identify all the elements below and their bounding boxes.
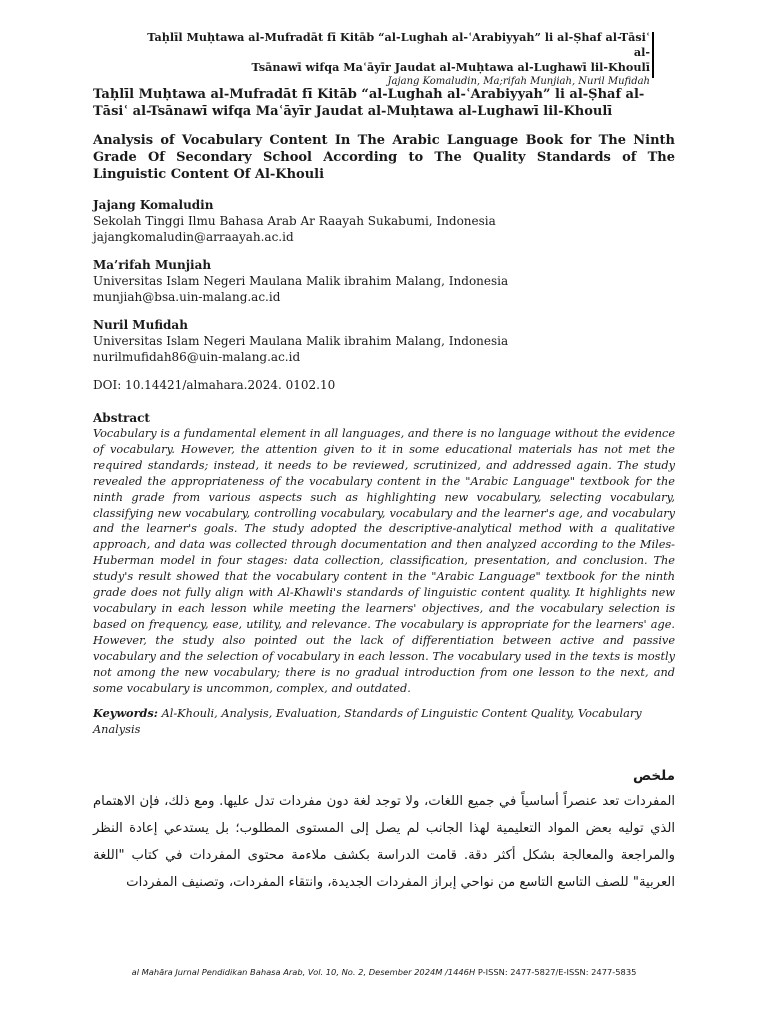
running-title-line-1: Taḥlīl Muḥtawa al-Mufradāt fī Kitāb “al-Lughah al-ʿArabiyyah” li al-Ṣhaf al-Tāsiʿ al- (147, 30, 650, 59)
author-email[interactable]: nurilmufidah86@uin-malang.ac.id (93, 350, 301, 364)
keywords-label: Keywords: (93, 706, 158, 721)
author-affiliation: Universitas Islam Negeri Maulana Malik ibrahim Malang, Indonesia (93, 334, 509, 348)
running-title-line-2: Tsānawī wifqa Maʿāyīr Jaudat al-Muḥtawa al-Lughawī lil-Khoulī (251, 60, 650, 74)
author-affiliation: Universitas Islam Negeri Maulana Malik ibrahim Malang, Indonesia (93, 274, 509, 288)
page-footer (93, 966, 675, 978)
running-header (130, 30, 650, 89)
author-email[interactable]: munjiah@bsa.uin-malang.ac.id (93, 290, 281, 304)
paper-body (93, 86, 675, 738)
author-block (93, 317, 675, 365)
author-affiliation: Sekolah Tinggi Ilmu Bahasa Arab Ar Raayah Sukabumi, Indonesia (93, 214, 496, 228)
header-rule (652, 32, 654, 78)
running-authors: Jajang Komaludin, Ma;rifah Munjiah, Nuril Mufidah (387, 76, 650, 87)
author-name: Jajang Komaludin (93, 198, 214, 212)
abstract-text: Vocabulary is a fundamental element in all languages, and there is no language without the evidence of vocabulary. However, the attention given to it in some educational materials has not met the required standards; instead, it needs to be reviewed, scrutinized, and addressed again. The study revealed the appropriateness of the vocabulary content in the "Arabic Language" textbook for the ninth grade from various aspects such as highlighting new vocabulary, selecting vocabulary, classifying new vocabulary, controlling vocabulary, vocabulary and the learner's age, and vocabulary and the learner's goals. The study adopted the descriptive-analytical method with a qualitative approach, and data was collected through documentation and then analyzed according to the Miles-Huberman model in four stages: data collection, classification, presentation, and conclusion. The study's result showed that the vocabulary content in the "Arabic Language" textbook for the ninth grade does not fully align with Al-Khawli's standards of linguistic content quality. It highlights new vocabulary in each lesson while meeting the learners' objectives, and the vocabulary selection is based on frequency, ease, utility, and relevance. The vocabulary is appropriate for the learners' age. However, the study also pointed out the lack of differentiation between active and passive vocabulary and the selection of vocabulary in each lesson. The vocabulary used in the texts is mostly not among the new vocabulary; there is no gradual introduction from one lesson to the next, and some vocabulary is uncommon, complex, and outdated. (93, 427, 675, 695)
footer-journal: al Mahāra Jurnal Pendidikan Bahasa Arab, Vol. 10, No. 2, Desember 2024M /1446H (131, 967, 476, 977)
title-transliterated: Taḥlīl Muḥtawa al-Mufradāt fī Kitāb “al-Lughah al-ʿArabiyyah” li al-Ṣhaf al-Tāsiʿ al-Tsānawī wifqa Maʿāyīr Jaudat al-Muḥtawa al-Lughawī lil-Khoulī (93, 87, 645, 119)
title-english: Analysis of Vocabulary Content In The Arabic Language Book for The Ninth Grade Of Secondary School According to The Quality Standards of The Linguistic Content Of Al-Khouli (93, 133, 675, 182)
author-email[interactable]: jajangkomaludin@arraayah.ac.id (93, 230, 294, 244)
author-name: Ma’rifah Munjiah (93, 258, 212, 272)
arabic-abstract-text: المفردات تعد عنصراً أساسياً في جميع اللغات، ولا توجد لغة دون مفردات تدل عليها. ومع ذلك، فإن الاهتمام الذي توليه بعض المواد التعليمية لهذا الجانب لم يصل إلى المستوى المطلوب؛ بل يستدعي إعادة النظر والمراجعة والمعالجة بشكل أكثر دقة. قامت الدراسة بكشف ملاءمة محتوى المفردات في كتاب "اللغة العربية" للصف التاسع التاسع من نواحي إبراز المفردات الجديدة، وانتقاء المفردات، وتصنيف المفردات (93, 794, 675, 890)
keywords (93, 706, 675, 738)
keywords-text: Al-Khouli, Analysis, Evaluation, Standards of Linguistic Content Quality, Vocabulary Analysis (93, 707, 642, 737)
footer-issn: P-ISSN: 2477-5827/E-ISSN: 2477-5835 (475, 967, 637, 977)
author-block (93, 257, 675, 305)
arabic-abstract-heading: ملخص (632, 768, 675, 784)
author-block (93, 197, 675, 245)
abstract-heading: Abstract (93, 411, 150, 425)
author-name: Nuril Mufidah (93, 318, 188, 332)
doi[interactable]: DOI: 10.14421/almahara.2024. 0102.10 (93, 378, 336, 392)
arabic-abstract (93, 764, 675, 896)
